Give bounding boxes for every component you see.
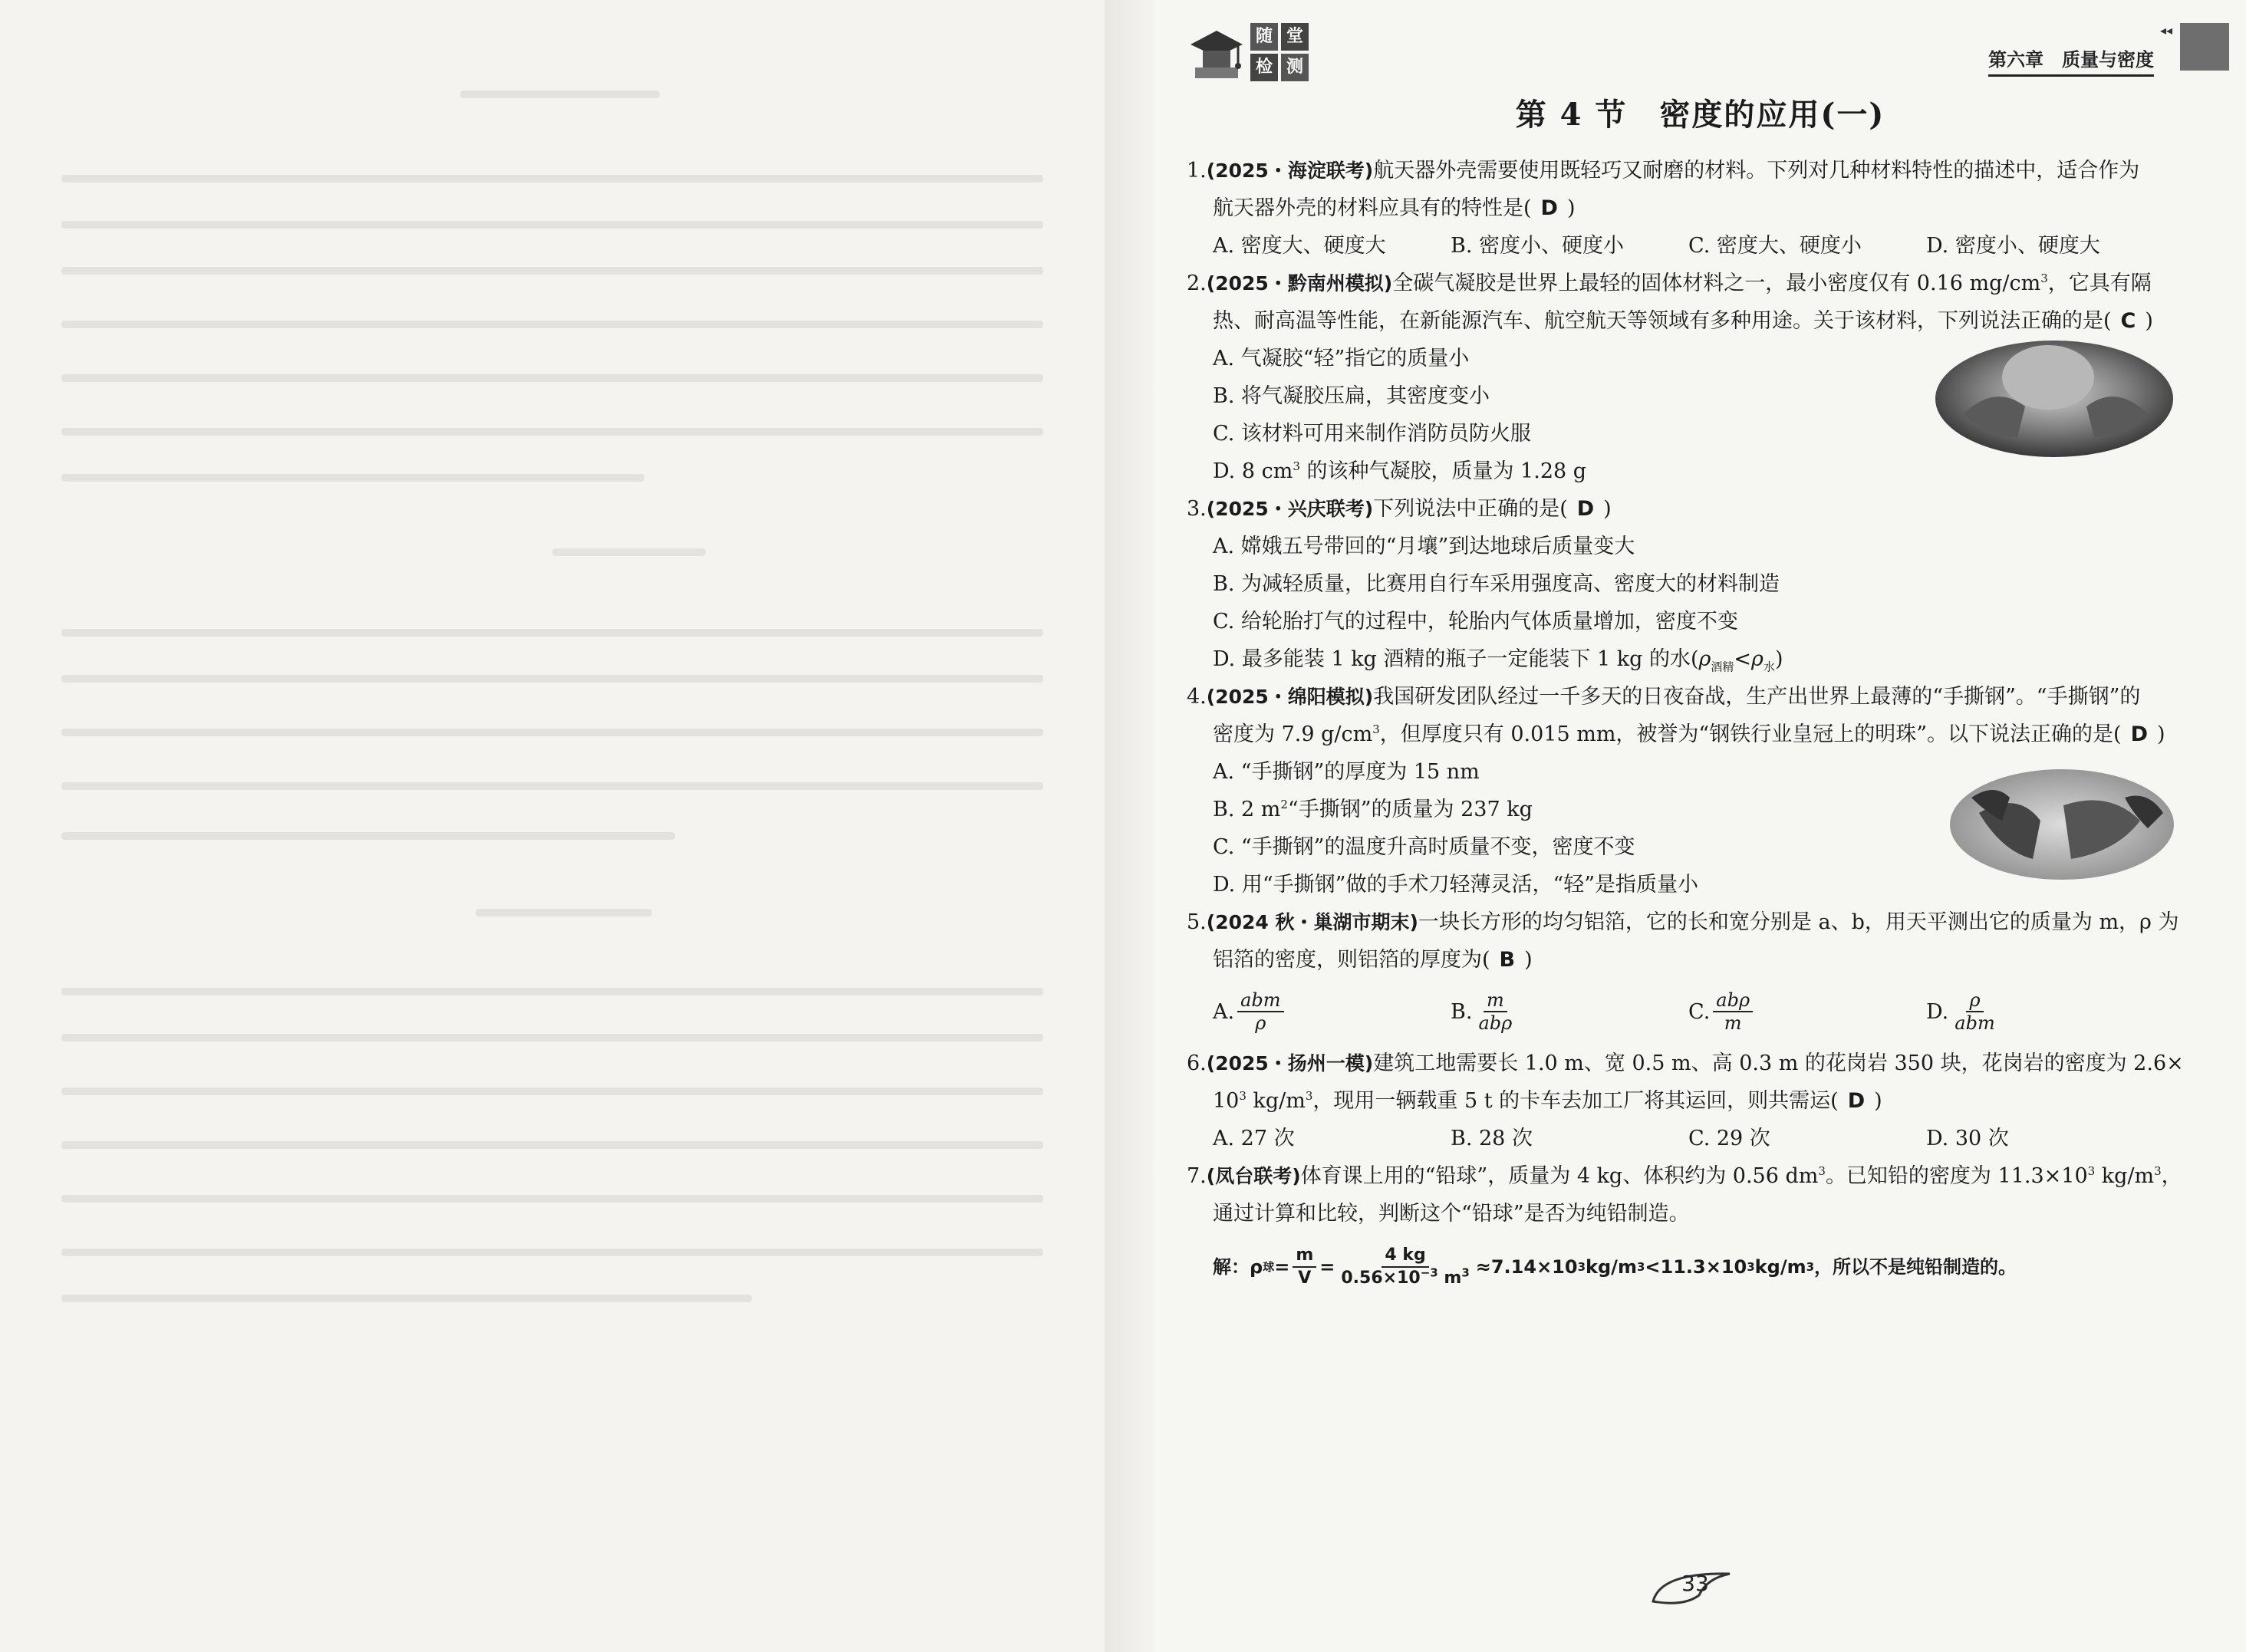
option-d: D. 30 次 <box>1926 1127 2009 1150</box>
question-text: 航天器外壳的材料应具有的特性是( <box>1213 196 1532 220</box>
question-source: (2025・兴庆联考) <box>1206 498 1374 520</box>
option-c: C. 该材料可用来制作消防员防火服 <box>1213 422 1531 446</box>
subscript: 水 <box>1763 660 1775 674</box>
options <box>1187 227 2215 265</box>
question-source: (2024 秋・巢湖市期末) <box>1206 911 1418 933</box>
question-text: ) <box>1874 1089 1882 1113</box>
option-text: D. 8 cm <box>1213 459 1293 483</box>
numerator: m <box>1293 1245 1316 1268</box>
question-1 <box>1187 152 2215 265</box>
option-d <box>1926 989 2164 1034</box>
option-a: A. 气凝胶“轻”指它的质量小 <box>1213 347 1470 370</box>
solution-text: kg/m <box>1586 1255 1637 1278</box>
option-c: C. 29 次 <box>1688 1127 1770 1150</box>
superscript: −3 <box>1420 1265 1438 1280</box>
question-text: 密度为 7.9 g/cm <box>1213 722 1373 746</box>
question-text: 建筑工地需要长 1.0 m、宽 0.5 m、高 0.3 m 的花岗岩 350 块，花岗岩的密度为 2.6× <box>1373 1051 2184 1075</box>
equals: = <box>1319 1255 1335 1278</box>
superscript: 3 <box>2040 271 2048 285</box>
option-a: A. 密度大、硬度大 <box>1213 234 1386 258</box>
question-number: 3. <box>1187 497 1207 521</box>
superscript: 3 <box>1372 722 1380 736</box>
question-5 <box>1187 903 2215 1045</box>
solution-text: 解：ρ <box>1213 1255 1263 1278</box>
logo-char-3: 检 <box>1250 54 1278 81</box>
question-text: ) <box>2157 722 2165 746</box>
question-text: kg/m <box>2095 1164 2155 1188</box>
question-text: 。已知铅的密度为 11.3×10 <box>1825 1164 2088 1188</box>
option-label: D. <box>1926 999 1949 1024</box>
answer: D <box>1847 1089 1866 1113</box>
rho-symbol: ρ <box>1698 647 1711 671</box>
question-number: 6. <box>1187 1051 1207 1075</box>
question-text: 一块长方形的均匀铝箔，它的长和宽分别是 a、b，用天平测出它的质量为 m，ρ 为 <box>1418 910 2179 934</box>
denominator-text: m <box>1438 1269 1462 1288</box>
question-source: (2025・扬州一模) <box>1206 1052 1374 1074</box>
section-title: 第 4 节 密度的应用(一) <box>1515 97 1885 133</box>
question-text: ，但厚度只有 0.015 mm，被誉为“钢铁行业皇冠上的明珠”。以下说法正确的是( <box>1379 722 2122 746</box>
equals: = <box>1274 1255 1290 1278</box>
solution-text: <11.3×10 <box>1645 1255 1747 1278</box>
option-a <box>1213 989 1451 1034</box>
chapter-header: 第六章 质量与密度 <box>1988 44 2154 77</box>
answer: C <box>2120 309 2136 333</box>
question-number: 7. <box>1187 1164 1207 1188</box>
logo <box>1189 21 1319 83</box>
question-text: ) <box>1603 497 1612 521</box>
superscript: 3 <box>1293 459 1300 473</box>
option-b: B. 为减轻质量，比赛用自行车采用强度高、密度大的材料制造 <box>1213 572 1780 596</box>
option-text: “手撕钢”的质量为 237 kg <box>1287 798 1533 821</box>
question-text: ，现用一辆载重 5 t 的卡车去加工厂将其运回，则共需运( <box>1312 1089 1839 1113</box>
question-text: 我国研发团队经过一千多天的日夜奋战，生产出世界上最薄的“手撕钢”。“手撕钢”的 <box>1373 685 2141 709</box>
question-text: 全碳气凝胶是世界上最轻的固体材料之一，最小密度仅有 0.16 mg/cm <box>1392 271 2041 295</box>
option-text: D. 最多能装 1 kg 酒精的瓶子一定能装下 1 kg 的水( <box>1213 647 1699 671</box>
option-c <box>1688 989 1926 1034</box>
graduation-cap-icon <box>1189 21 1244 81</box>
option-a: A. 嫦娥五号带回的“月壤”到达地球后质量变大 <box>1213 535 1635 558</box>
left-page <box>0 0 1105 1652</box>
superscript: 3 <box>1461 1265 1470 1280</box>
answer: B <box>1499 948 1516 972</box>
question-source: (凤台联考) <box>1206 1165 1301 1187</box>
numerator: abρ <box>1713 989 1753 1012</box>
fraction <box>1475 989 1515 1034</box>
question-text: 10 <box>1213 1089 1240 1113</box>
option-b: B. 28 次 <box>1451 1127 1533 1150</box>
denominator-text: 0.56×10 <box>1341 1269 1421 1288</box>
solution-text: ，所以不是纯铅制造的。 <box>1814 1255 2017 1278</box>
option-c: C. “手撕钢”的温度升高时质量不变，密度不变 <box>1213 835 1635 859</box>
solution: 解：ρ 球 = $\frac{m}{V}$ = $\frac{4 kg}{0.56\times 10^{-3} m^3}$ ≈7.14×10 3 kg/m 3 <11.3×10 3 kg/m 3 ，所以不是纯铅制造的。 <box>1213 1246 2017 1288</box>
numerator: ρ <box>1966 989 1983 1012</box>
question-number: 4. <box>1187 685 1207 709</box>
solution-text: ≈7.14×10 <box>1475 1255 1578 1278</box>
denominator: ρ <box>1255 1012 1266 1034</box>
question-text: 体育课上用的“铅球”，质量为 4 kg、体积约为 0.56 dm <box>1300 1164 1819 1188</box>
numerator: abm <box>1237 989 1283 1012</box>
option-c: C. 给轮胎打气的过程中，轮胎内气体质量增加，密度不变 <box>1213 610 1738 633</box>
denominator <box>1338 1265 1472 1289</box>
logo-char-4: 测 <box>1281 54 1309 81</box>
logo-char-1: 随 <box>1250 23 1278 51</box>
denominator: abρ <box>1478 1012 1513 1034</box>
question-text: 热、耐高温等性能，在新能源汽车、航空航天等领域有多种用途。关于该材料，下列说法正确的是( <box>1213 309 2112 333</box>
options <box>1187 979 2215 1045</box>
numerator: m <box>1484 989 1507 1012</box>
option-b: B. 将气凝胶压扁，其密度变小 <box>1213 384 1490 408</box>
page-gutter <box>1105 0 1158 1652</box>
question-source: (2025・绵阳模拟) <box>1206 686 1374 708</box>
question-text: ，它具有隔 <box>2047 271 2152 295</box>
question-source: (2025・海淀联考) <box>1206 160 1374 182</box>
right-page <box>1154 0 2246 1652</box>
fraction-values <box>1338 1245 1472 1289</box>
question-6 <box>1187 1045 2215 1157</box>
question-text: 航天器外壳需要使用既轻巧又耐磨的材料。下列对几种材料特性的描述中，适合作为 <box>1373 159 2140 183</box>
option-text: 的该种气凝胶，质量为 1.28 g <box>1299 459 1587 483</box>
rho-symbol: ρ <box>1751 647 1764 671</box>
option-c: C. 密度大、硬度小 <box>1688 234 1862 258</box>
question-number: 1. <box>1187 159 1207 183</box>
denominator: abm <box>1955 1012 1995 1034</box>
solution-text: kg/m <box>1754 1255 1806 1278</box>
superscript: 3 <box>1818 1164 1826 1178</box>
question-source: (2025・黔南州模拟) <box>1206 272 1393 295</box>
steel-foil-photo <box>1948 767 2175 882</box>
question-number: 2. <box>1187 271 1207 295</box>
option-d: D. 用“手撕钢”做的手术刀轻薄灵活，“轻”是指质量小 <box>1213 873 1699 897</box>
fraction <box>1237 989 1283 1034</box>
superscript: 2 <box>1280 798 1288 811</box>
option-b <box>1451 989 1688 1034</box>
superscript: 3 <box>1305 1089 1313 1103</box>
question-text: kg/m <box>1246 1089 1306 1113</box>
fraction <box>1951 989 1997 1034</box>
less-than: < <box>1734 647 1752 671</box>
fraction-m-v <box>1293 1245 1316 1289</box>
question-text: ， <box>2161 1164 2182 1188</box>
question-text: ) <box>1566 196 1576 220</box>
option-label: B. <box>1451 999 1473 1024</box>
option-a: A. “手撕钢”的厚度为 15 nm <box>1213 760 1480 784</box>
chapter-arrows: ◂◂ <box>2159 23 2172 38</box>
question-number: 5. <box>1187 910 1207 934</box>
numerator: 4 kg <box>1382 1245 1428 1268</box>
option-d <box>1187 640 2215 678</box>
logo-char-2: 堂 <box>1281 23 1309 51</box>
question-text: 下列说法中正确的是( <box>1373 497 1568 521</box>
option-label: C. <box>1688 999 1711 1024</box>
option-label: A. <box>1213 999 1235 1024</box>
aerogel-photo <box>1933 330 2175 460</box>
page-number <box>1638 1565 1753 1611</box>
option-text: B. 2 m <box>1213 798 1281 821</box>
option-text: ) <box>1774 647 1783 671</box>
chapter-tab <box>2180 23 2229 71</box>
question-text: 铝箔的密度，则铝箔的厚度为( <box>1213 948 1490 972</box>
answer: D <box>2130 722 2148 746</box>
question-text: 通过计算和比较，判断这个“铅球”是否为纯铅制造。 <box>1213 1202 1690 1226</box>
option-b: B. 密度小、硬度小 <box>1451 234 1625 258</box>
question-7 <box>1187 1157 2215 1302</box>
option-d: D. 密度小、硬度大 <box>1926 234 2100 258</box>
answer: D <box>1576 497 1595 521</box>
question-3 <box>1187 490 2215 678</box>
denominator: m <box>1724 1012 1742 1034</box>
options <box>1187 1120 2215 1157</box>
subscript: 酒精 <box>1711 660 1734 674</box>
question-list <box>1187 152 2215 1302</box>
superscript: 3 <box>1239 1089 1246 1103</box>
page-number-text: 33 <box>1681 1571 1709 1596</box>
question-text: ) <box>1524 948 1533 972</box>
superscript: 3 <box>2154 1164 2162 1178</box>
question-text: ) <box>2145 309 2153 333</box>
option-a: A. 27 次 <box>1213 1127 1295 1150</box>
answer: D <box>1540 196 1558 220</box>
superscript: 3 <box>2087 1164 2096 1178</box>
denominator: V <box>1298 1269 1312 1288</box>
fraction <box>1713 989 1753 1034</box>
